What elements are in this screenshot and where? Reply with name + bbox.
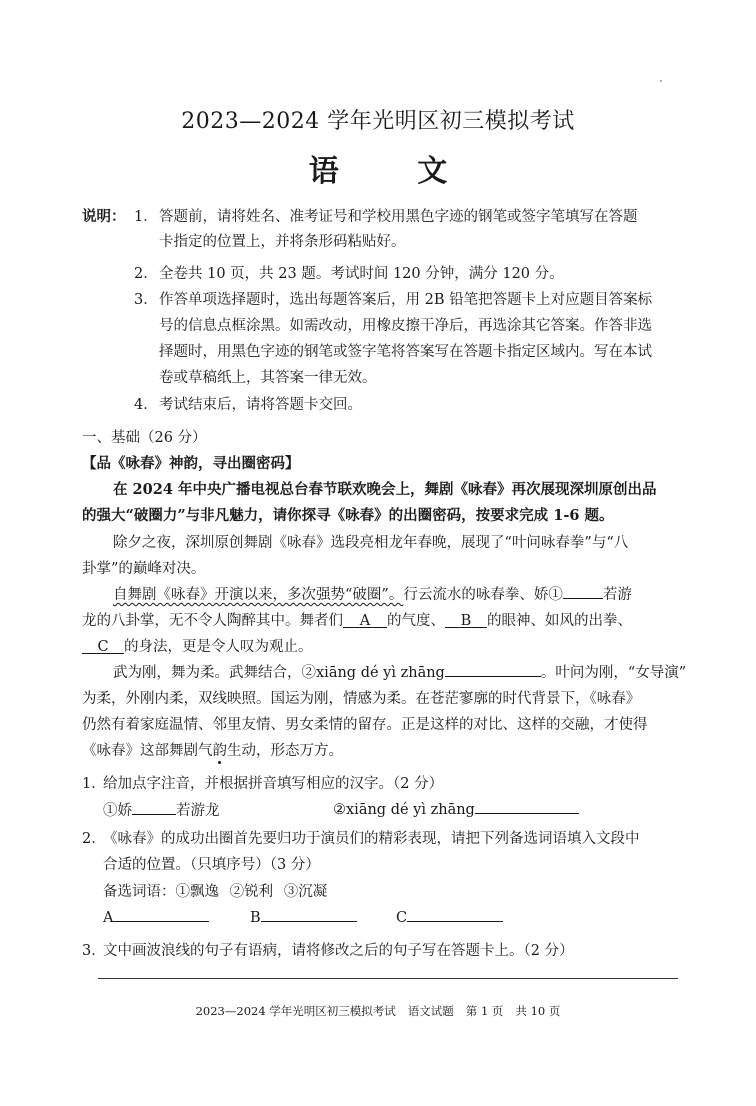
passage-p1-line-2: 卦掌”的巅峰对决。 (82, 561, 206, 577)
section-intro-line-1: 在 2024 年中央广播电视总台春节联欢晚会上，舞剧《咏春》再次展现深圳原创出品 (113, 481, 657, 498)
q1-text: 给加点字注音，并根据拼音填写相应的汉字。（2 分） (103, 776, 444, 792)
q2-blank-c-label: C (396, 910, 408, 926)
q1-answer-1 (103, 799, 220, 820)
passage-p2-line-1-pre: 行云流水的咏春拳、娇① (403, 587, 563, 603)
instruction-4-num: 4． (134, 397, 158, 413)
footer-total: 共 10 页 (515, 1004, 561, 1018)
q2-blank-c-line[interactable] (407, 907, 503, 922)
q2-blank-a-line[interactable] (113, 907, 209, 922)
instruction-4-line-1: 考试结束后，请将答题卡交回。 (159, 397, 362, 413)
footer-rule (98, 978, 678, 979)
q3-number: 3． (82, 943, 106, 959)
blank-1 (563, 584, 603, 599)
q1-answer-1-blank[interactable] (132, 800, 176, 815)
scan-speck (660, 80, 662, 82)
instruction-2-num: 2． (134, 266, 158, 282)
q2-options-label: 备选词语： (103, 884, 176, 900)
q2-blank-a-label: A (103, 910, 114, 926)
passage-p2-line-2-c: 的眼神、如风的出拳、 (487, 613, 632, 629)
q2-blank-b (250, 907, 357, 926)
blank-c: C (82, 639, 124, 654)
q2-blank-c (396, 907, 503, 926)
q3-text: 文中画波浪线的句子有语病，请将修改之后的句子写在答题卡上。（2 分） (103, 943, 574, 959)
passage-p3-line-4 (82, 739, 343, 760)
section-subheading: 【品《咏春》神韵，寻出圈密码】 (82, 455, 300, 472)
blank-b: B (445, 613, 487, 628)
instruction-3-line-2: 号的信息点框涂黑。如需改动，用橡皮擦干净后，再选涂其它答案。作答非选 (159, 318, 652, 334)
section-intro-line-2: 的强大“破圈力”与非凡魅力，请你探寻《咏春》的出圈密码，按要求完成 1-6 题。 (82, 507, 614, 524)
passage-p3-line-3: 仍然有着家庭温情、邻里友情、男女柔情的留存。正是这样的对比、这样的交融，才使得 (82, 717, 648, 733)
instruction-2-line-1: 全卷共 10 页，共 23 题。考试时间 120 分钟，满分 120 分。 (159, 266, 564, 282)
passage-p3-line-4-pre: 《咏春》这部舞剧气 (82, 743, 213, 759)
passage-p3-line-1 (113, 661, 686, 682)
page-footer (0, 1003, 756, 1019)
subject-title: 语 文 (308, 154, 482, 189)
passage-p2-line-1-post: 若游 (602, 587, 632, 603)
exam-title: 2023—2024 学年光明区初三模拟考试 (181, 109, 575, 134)
dotted-character: 韵 (212, 743, 227, 759)
passage-p3-line-1-pre: 武为刚，舞为柔。武舞结合，②xiāng dé yì zhāng (113, 665, 445, 681)
blank-a: A (343, 613, 387, 628)
q1-number: 1． (82, 776, 106, 792)
q2-blank-a (103, 907, 209, 926)
section-heading: 一、基础（26 分） (82, 430, 207, 446)
q2-number: 2． (82, 831, 106, 847)
q1-answer-1-post: 若游龙 (176, 803, 220, 819)
instruction-1-line-1: 答题前，请将姓名、准考证号和学校用黑色字迹的钢笔或签字笔填写在答题 (159, 209, 638, 225)
passage-p2-line-2-b: 的气度、 (387, 613, 445, 629)
instruction-1-line-2: 卡指定的位置上，并将条形码粘贴好。 (159, 234, 406, 250)
passage-p2-line-1 (113, 583, 632, 604)
passage-p3-line-4-post: 生动，形态万方。 (227, 743, 343, 759)
passage-p2-line-2 (82, 609, 632, 630)
passage-p3-line-1-post: 。叶问为刚，“女导演” (540, 665, 687, 681)
passage-p2-line-2-a: 龙的八卦掌，无不令人陶醉其中。舞者们 (82, 613, 343, 629)
q2-option-3: ③沉凝 (283, 884, 328, 900)
wavy-sentence: 自舞剧《咏春》开演以来，多次强势“破圈”。 (113, 587, 404, 603)
instruction-3-num: 3． (134, 292, 158, 308)
footer-page: 第 1 页 (465, 1004, 504, 1018)
q1-answer-2-blank[interactable] (475, 799, 579, 814)
q2-line-2: 合适的位置。（只填序号）（3 分） (103, 857, 320, 873)
q2-blank-b-line[interactable] (261, 907, 357, 922)
q2-option-1: ①飘逸 (175, 884, 219, 900)
passage-p2-line-3-text: 的身法，更是令人叹为观止。 (124, 639, 313, 655)
q2-line-1: 《咏春》的成功出圈首先要归功于演员们的精彩表现，请把下列备选词语填入文段中 (103, 831, 640, 847)
q2-option-2: ②锐利 (229, 884, 274, 900)
q2-options (103, 880, 327, 901)
footer-paper: 语文试题 (407, 1004, 454, 1018)
footer-exam: 2023—2024 学年光明区初三模拟考试 (195, 1004, 396, 1018)
passage-p1-line-1: 除夕之夜，深圳原创舞剧《咏春》选段亮相龙年春晚，展现了“叶问咏春拳”与“八 (113, 535, 629, 551)
instructions-label: 说明： (82, 208, 126, 225)
instruction-3-line-1: 作答单项选择题时，选出每题答案后，用 2B 铅笔把答题卡上对应题目答案标 (159, 292, 653, 308)
passage-p3-line-2: 为柔，外刚内柔，双线映照。国运为刚，情感为柔。在苍茫寥廓的时代背景下，《咏春》 (82, 691, 641, 707)
q1-answer-2-label: ②xiāng dé yì zhāng (333, 802, 475, 818)
passage-p2-line-3 (82, 635, 313, 656)
q1-answer-2 (333, 799, 579, 818)
instruction-3-line-3: 择题时，用黑色字迹的钢笔或签字笔将答案写在答题卡指定区域内。写在本试 (159, 344, 652, 360)
q1-answer-1-pre: ①娇 (103, 803, 132, 819)
instruction-1-num: 1． (134, 209, 158, 225)
blank-2 (445, 662, 541, 677)
instruction-3-line-4: 卷或草稿纸上，其答案一律无效。 (159, 370, 377, 386)
q2-blank-b-label: B (250, 910, 261, 926)
